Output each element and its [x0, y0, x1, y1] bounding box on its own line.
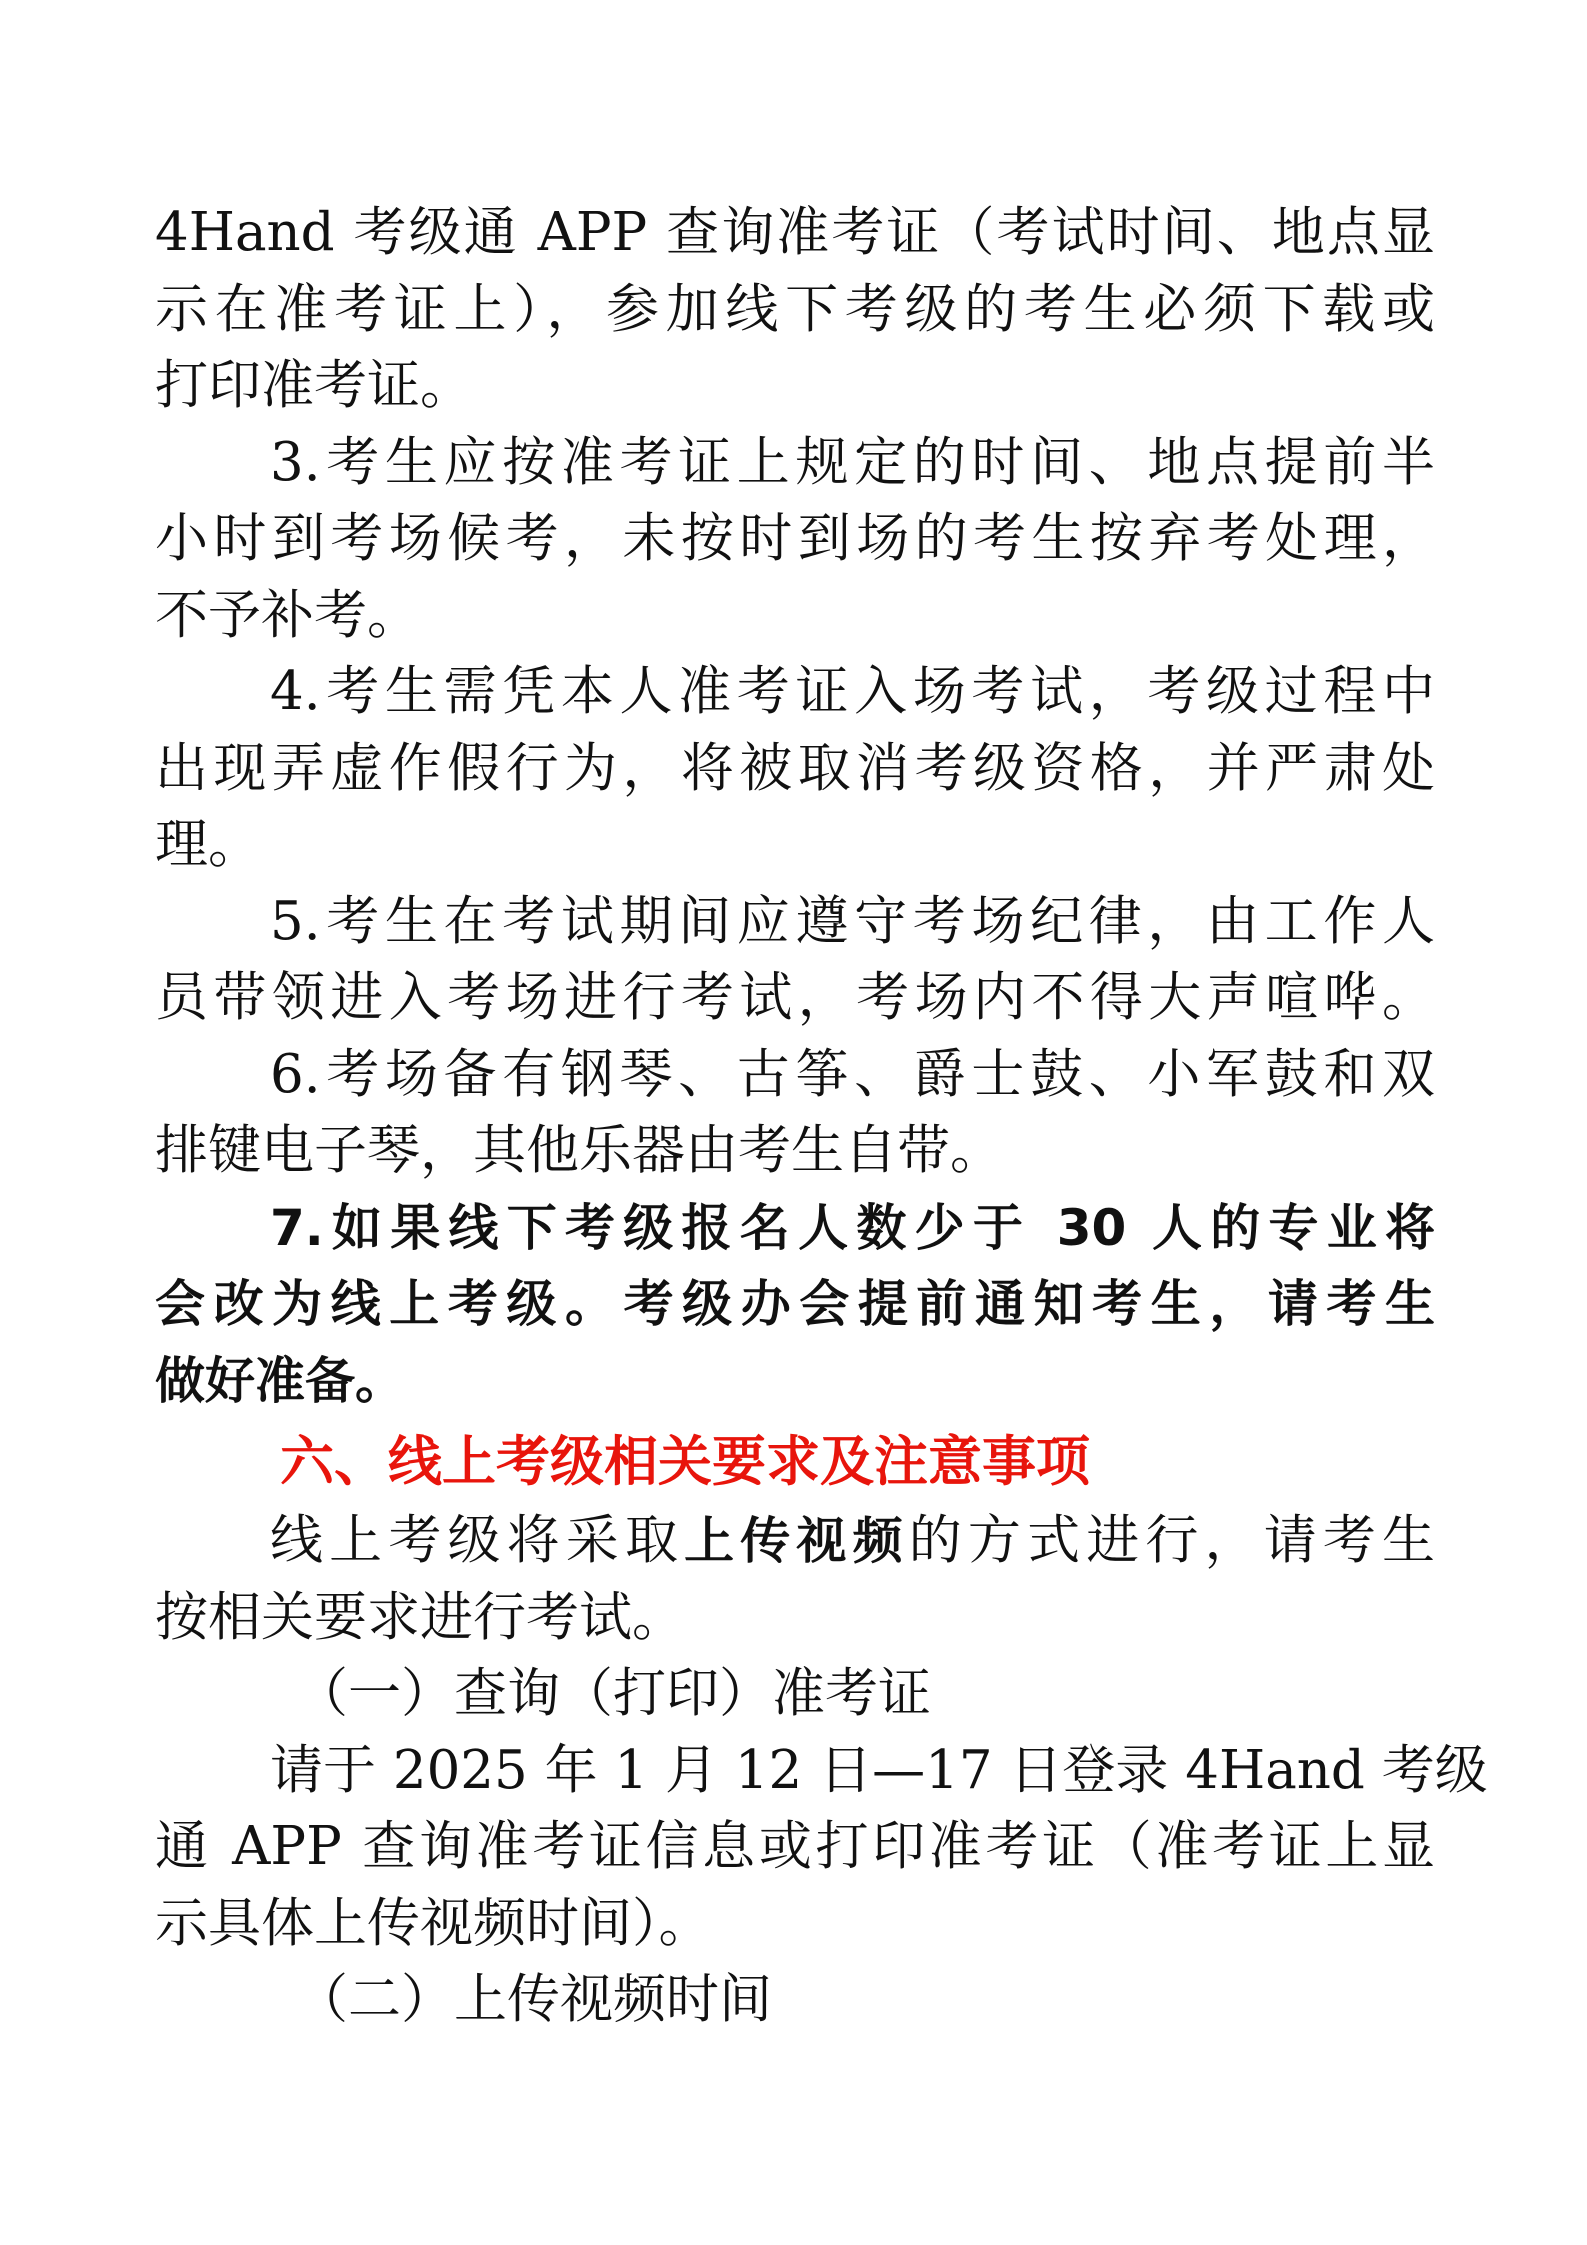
document-page — [155, 195, 1488, 2039]
item-7-line: 会改为线上考级。考级办会提前通知考生，请考生 — [155, 1275, 1435, 1333]
item-6-line: 排键电子琴，其他乐器由考生自带。 — [155, 1120, 1003, 1181]
item-3-line: 小时到考场候考，未按时到场的考生按弃考处理， — [155, 508, 1435, 569]
item-4-line: 出现弄虚作假行为，将被取消考级资格，并严肃处 — [155, 737, 1435, 799]
section-intro-line — [155, 1503, 1435, 1580]
item-5-line: 员带领进入考场进行考试，考场内不得大声喧哗。 — [155, 967, 1435, 1028]
item-7-line: 7.如果线下考级报名人数少于 30 人的专业将 — [270, 1198, 1435, 1257]
item-7-line: 做好准备。 — [155, 1351, 405, 1410]
sub1-paragraph-line: 请于 2025 年 1 月 12 日—17 日登录 4Hand 考级 — [270, 1739, 1488, 1801]
intro-text: 的方式进行，请考生 — [908, 1510, 1436, 1571]
paragraph-line: 4Hand 考级通 APP 查询准考证（考试时间、地点显 — [155, 202, 1435, 263]
item-3-line: 3.考生应按准考证上规定的时间、地点提前半 — [270, 431, 1435, 493]
paragraph-line: 打印准考证。 — [155, 355, 473, 416]
item-5-line: 5.考生在考试期间应遵守考场纪律，由工作人 — [270, 890, 1435, 952]
item-4-line: 4.考生需凭本人准考证入场考试，考级过程中 — [270, 661, 1435, 722]
subheading: （一）查询（打印）准考证 — [295, 1663, 931, 1724]
section-intro-line: 按相关要求进行考试。 — [155, 1586, 685, 1648]
sub1-paragraph-line: 示具体上传视频时间）。 — [155, 1892, 712, 1954]
item-6-line: 6.考场备有钢琴、古筝、爵士鼓、小军鼓和双 — [270, 1043, 1435, 1105]
intro-text: 线上考级将采取 — [270, 1510, 685, 1571]
sub1-paragraph-line: 通 APP 查询准考证信息或打印准考证（准考证上显 — [155, 1816, 1435, 1877]
paragraph-line: 示在准考证上），参加线下考级的考生必须下载或 — [155, 278, 1435, 340]
intro-emphasis: 上传视频 — [684, 1512, 909, 1570]
section-heading: 六、线上考级相关要求及注意事项 — [280, 1430, 1090, 1493]
subheading: （二）上传视频时间 — [295, 1969, 772, 2030]
item-3-line: 不予补考。 — [155, 584, 420, 646]
item-4-line: 理。 — [155, 814, 261, 875]
